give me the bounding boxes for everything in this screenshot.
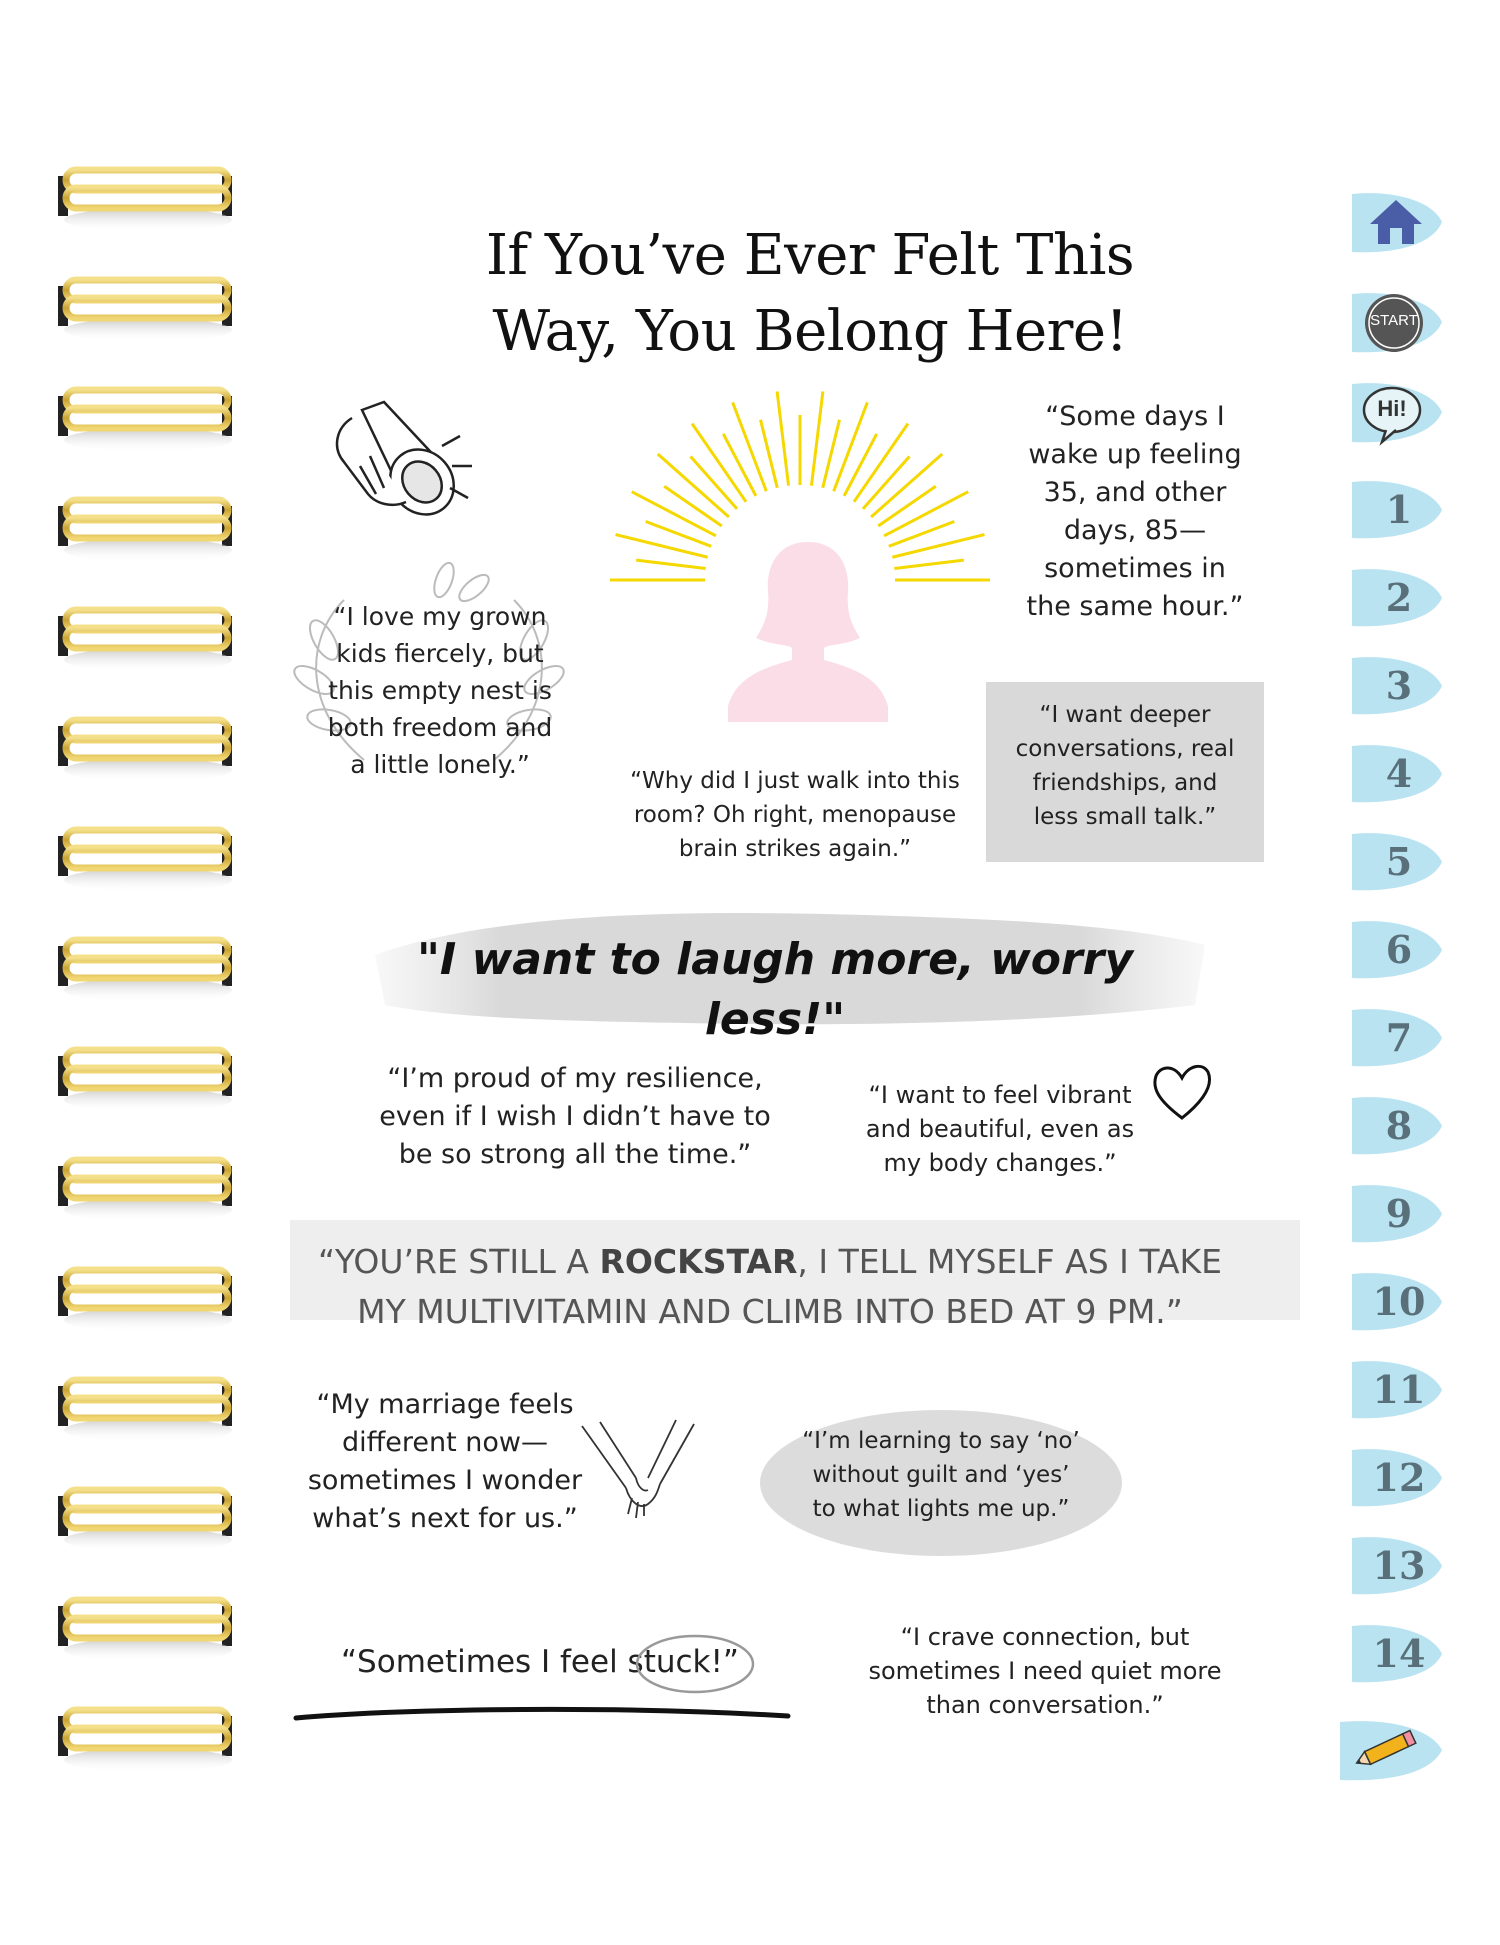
quote-line: this empty nest is [328, 676, 552, 705]
binding-ring [58, 1380, 232, 1442]
binding-ring [58, 390, 232, 452]
tab-number-label: 3 [1385, 663, 1413, 708]
quote-marriage [290, 1386, 600, 1538]
binding-ring [58, 720, 232, 782]
binding-ring [58, 940, 232, 1002]
tab-number-label: 8 [1385, 1103, 1413, 1148]
sun-ray [616, 535, 708, 558]
binding-ring [58, 1270, 232, 1332]
tab-number-6[interactable] [1352, 918, 1446, 982]
binding-ring [58, 830, 232, 892]
quote-vibrant [850, 1078, 1150, 1180]
quote-line: “I’m proud of my resilience, [387, 1063, 763, 1094]
quote-rockstar [285, 1237, 1255, 1337]
rockstar-line-2: MY MULTIVITAMIN AND CLIMB INTO BED AT 9 PM.” [357, 1292, 1183, 1331]
sun-ray [811, 391, 822, 485]
start-label: START [1370, 312, 1418, 329]
house-icon [1366, 196, 1426, 248]
quote-line: “I want deeper [1039, 702, 1211, 728]
pencil-icon [1352, 1726, 1422, 1774]
binding-ring [58, 500, 232, 562]
tab-number-8[interactable] [1352, 1094, 1446, 1158]
rockstar-bold: ROCKSTAR [599, 1242, 798, 1281]
sun-ray [892, 535, 984, 558]
quote-line: “I love my grown [333, 602, 547, 631]
quote-line: the same hour.” [1026, 591, 1244, 622]
quote-line: be so strong all the time.” [398, 1139, 752, 1170]
quote-line: brain strikes again.” [678, 836, 912, 862]
sun-ray [863, 456, 909, 508]
quote-resilience [350, 1060, 800, 1174]
tab-number-label: 10 [1372, 1279, 1426, 1324]
quote-line: room? Oh right, menopause [633, 802, 957, 828]
quote-learning-no [760, 1424, 1122, 1526]
quote-line: different now— [342, 1427, 548, 1458]
tab-number-13[interactable] [1352, 1534, 1446, 1598]
tab-number-label: 4 [1385, 751, 1413, 796]
binding-ring [58, 1160, 232, 1222]
quote-laugh: "I want to laugh more, worry less!" [416, 934, 1134, 1045]
spotlight-icon [322, 398, 482, 534]
quote-line: “Why did I just walk into this [630, 768, 960, 794]
page-title [380, 218, 1240, 370]
quote-line: both freedom and [327, 713, 553, 742]
quote-line: “I’m learning to say ‘no’ [802, 1428, 1080, 1454]
tab-number-label: 11 [1372, 1367, 1426, 1412]
quote-line: kids fiercely, but [336, 639, 544, 668]
quote-line: days, 85— [1063, 515, 1207, 546]
quote-line: a little lonely.” [350, 750, 530, 779]
hi-label: Hi! [1377, 396, 1407, 421]
title-line-2: Way, You Belong Here! [492, 299, 1128, 364]
sun-ray [691, 456, 737, 508]
quote-line: “I want to feel vibrant [868, 1081, 1132, 1109]
binding-ring [58, 1490, 232, 1552]
quote-walk-into [600, 764, 990, 866]
binding-ring [58, 1050, 232, 1112]
binding-ring [58, 280, 232, 342]
tab-number-label: 6 [1385, 927, 1413, 972]
quote-line: conversations, real [1015, 736, 1235, 762]
tab-number-12[interactable] [1352, 1446, 1446, 1510]
tab-start[interactable] [1352, 290, 1446, 356]
tab-number-1[interactable] [1352, 478, 1446, 542]
quote-line: “My marriage feels [316, 1389, 574, 1420]
rockstar-post: , I TELL MYSELF AS I TAKE [797, 1242, 1223, 1281]
sun-ray [761, 420, 778, 488]
quote-line: friendships, and [1032, 770, 1218, 796]
quote-line: less small talk.” [1033, 804, 1217, 830]
tab-number-label: 13 [1372, 1543, 1426, 1588]
quote-line: to what lights me up.” [812, 1496, 1070, 1522]
tab-number-label: 14 [1372, 1631, 1426, 1676]
tab-number-label: 2 [1385, 575, 1413, 620]
tab-number-2[interactable] [1352, 566, 1446, 630]
tab-number-label: 9 [1385, 1191, 1413, 1236]
tab-number-label: 12 [1372, 1455, 1426, 1500]
tab-home[interactable] [1352, 190, 1446, 256]
tab-number-10[interactable] [1352, 1270, 1446, 1334]
rockstar-line-1 [285, 1237, 1255, 1287]
quote-some-days [1000, 398, 1270, 626]
sun-ray [894, 560, 963, 568]
tab-number-7[interactable] [1352, 1006, 1446, 1070]
binding-ring [58, 1710, 232, 1772]
tab-hi[interactable] [1352, 380, 1446, 446]
rockstar-pre: “YOU’RE STILL A [317, 1242, 600, 1281]
underline-stroke [292, 1700, 792, 1730]
tab-number-3[interactable] [1352, 654, 1446, 718]
sun-ray [834, 402, 868, 491]
tab-number-14[interactable] [1352, 1622, 1446, 1686]
tab-number-9[interactable] [1352, 1182, 1446, 1246]
quote-line: sometimes in [1044, 553, 1226, 584]
sun-ray [777, 391, 788, 485]
stuck-circle [632, 1630, 758, 1698]
quote-line: than conversation.” [926, 1691, 1164, 1719]
sun-ray [636, 560, 705, 568]
quote-line: wake up feeling [1028, 439, 1242, 470]
tab-number-label: 7 [1385, 1015, 1413, 1060]
title-line-1: If You’ve Ever Felt This [485, 223, 1135, 288]
quote-line: “I crave connection, but [900, 1623, 1190, 1651]
sun-ray [723, 434, 756, 496]
binding-ring [58, 610, 232, 672]
woman-silhouette-icon [722, 536, 894, 722]
tab-number-4[interactable] [1352, 742, 1446, 806]
heart-icon [1150, 1062, 1214, 1122]
quote-deeper [986, 698, 1264, 834]
quote-connection [850, 1620, 1240, 1722]
tab-number-5[interactable] [1352, 830, 1446, 894]
sun-ray [646, 521, 711, 546]
quote-line: even if I wish I didn’t have to [379, 1101, 771, 1132]
binding-ring [58, 170, 232, 232]
quote-line: “Some days I [1045, 401, 1225, 432]
sun-ray [889, 521, 954, 546]
sun-ray [878, 486, 936, 526]
sun-ray [823, 420, 840, 488]
binding-ring [58, 1600, 232, 1662]
binding-rings [0, 0, 260, 1941]
quote-line: sometimes I need quiet more [868, 1657, 1222, 1685]
spiral-binding [0, 0, 260, 1941]
quote-line: without guilt and ‘yes’ [812, 1462, 1070, 1488]
quote-stuck: “Sometimes I feel stuck!” [341, 1644, 739, 1680]
sun-ray [844, 434, 877, 496]
quote-line: my body changes.” [883, 1149, 1117, 1177]
holding-hands-icon [578, 1418, 698, 1522]
tab-number-label: 1 [1385, 487, 1413, 532]
tab-pencil[interactable] [1340, 1718, 1446, 1784]
quote-line: 35, and other [1043, 477, 1227, 508]
quote-grown-kids [300, 598, 580, 783]
quote-line: what’s next for us.” [312, 1503, 578, 1534]
quote-line: sometimes I wonder [307, 1465, 583, 1496]
sun-ray [733, 402, 767, 491]
tab-number-label: 5 [1385, 839, 1413, 884]
sun-ray [664, 486, 722, 526]
quote-line: and beautiful, even as [865, 1115, 1135, 1143]
tab-number-11[interactable] [1352, 1358, 1446, 1422]
